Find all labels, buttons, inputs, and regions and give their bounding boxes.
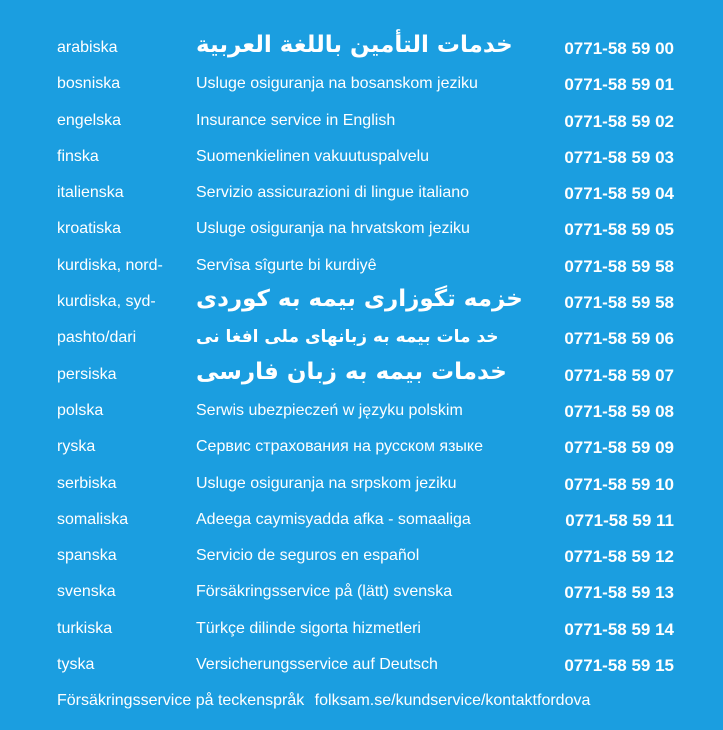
table-row [0,320,723,356]
language-name: finska [57,147,99,165]
language-name: svenska [57,583,116,601]
service-description: Сервис страхования на русском языке [196,438,483,456]
language-name: kroatiska [57,220,122,238]
service-description: Suomenkielinen vakuutuspalvelu [196,147,430,165]
language-name: ryska [57,438,96,456]
phone-number[interactable]: 0771-58 59 15 [564,656,674,676]
service-description: Usluge osiguranja na srpskom jeziku [196,474,457,492]
table-row [0,284,723,320]
language-name: italienska [57,184,124,202]
service-description: Türkçe dilinde sigorta hizmetleri [196,619,421,637]
table-row [0,211,723,247]
language-name: tyska [57,656,95,674]
phone-number[interactable]: 0771-58 59 02 [564,111,674,131]
footer [57,692,590,710]
service-description: Usluge osiguranja na hrvatskom jeziku [196,220,470,238]
language-name: arabiska [57,39,118,56]
phone-number[interactable]: 0771-58 59 10 [564,474,674,494]
footer-label: Försäkringsservice på teckenspråk [57,692,305,709]
table-row [0,393,723,429]
language-name: kurdiska, nord- [57,256,163,274]
language-name: turkiska [57,619,113,637]
service-description: Serwis ubezpieczeń w języku polskim [196,401,463,419]
table-row [0,611,723,647]
phone-number[interactable]: 0771-58 59 00 [564,39,674,58]
table-row [0,30,723,66]
phone-number[interactable]: 0771-58 59 06 [564,329,674,349]
table-row [0,103,723,139]
phone-number[interactable]: 0771-58 59 14 [564,619,674,639]
service-description: Usluge osiguranja na bosanskom jeziku [196,75,478,93]
phone-number[interactable]: 0771-58 59 12 [564,547,674,567]
language-name: pashto/dari [57,329,137,347]
service-description: Servicio de seguros en español [196,547,420,565]
service-description: خد مات بیمه به زبانهای ملی افغا نی [196,327,499,348]
language-name: bosniska [57,75,121,93]
language-name: kurdiska, syd- [57,293,156,311]
language-name: polska [57,401,104,419]
service-description: خدمات بیمه به زبان فارسی [196,358,507,385]
language-name: persiska [57,365,117,383]
phone-number[interactable]: 0771-58 59 08 [564,401,674,421]
phone-number[interactable]: 0771-58 59 01 [564,75,674,95]
table-row [0,429,723,465]
table-row [0,139,723,175]
table-row [0,466,723,502]
language-service-table [0,30,723,683]
service-description: Servizio assicurazioni di lingue italiano [196,184,470,202]
language-name: spanska [57,547,117,565]
service-description: Försäkringsservice på (lätt) svenska [196,583,453,601]
service-description: خزمه تگوزاری بیمه به کوردی [196,286,523,313]
phone-number[interactable]: 0771-58 59 09 [564,438,674,458]
phone-number[interactable]: 0771-58 59 07 [564,365,674,385]
phone-number[interactable]: 0771-58 59 04 [564,184,674,204]
phone-number[interactable]: 0771-58 59 11 [565,510,674,530]
phone-number[interactable]: 0771-58 59 03 [564,147,674,167]
table-row [0,574,723,610]
table-row [0,357,723,393]
language-name: somaliska [57,510,129,528]
footer-link[interactable]: folksam.se/kundservice/kontaktfordova [314,692,591,709]
table-row [0,538,723,574]
phone-number[interactable]: 0771-58 59 58 [564,256,674,276]
service-description: خدمات التأمين باللغة العربية [196,32,513,58]
service-description: Adeega caymisyadda afka - somaaliga [196,510,471,528]
language-name: serbiska [57,474,117,492]
phone-number[interactable]: 0771-58 59 13 [564,583,674,603]
language-name: engelska [57,111,122,129]
service-description: Servîsa sîgurte bi kurdiyê [196,256,377,274]
table-row [0,502,723,538]
service-description: Insurance service in English [196,111,396,129]
table-row [0,175,723,211]
table-row [0,248,723,284]
phone-number[interactable]: 0771-58 59 58 [564,293,674,313]
service-description: Versicherungsservice auf Deutsch [196,656,438,674]
table-row [0,66,723,102]
table-row [0,647,723,683]
phone-number[interactable]: 0771-58 59 05 [564,220,674,240]
